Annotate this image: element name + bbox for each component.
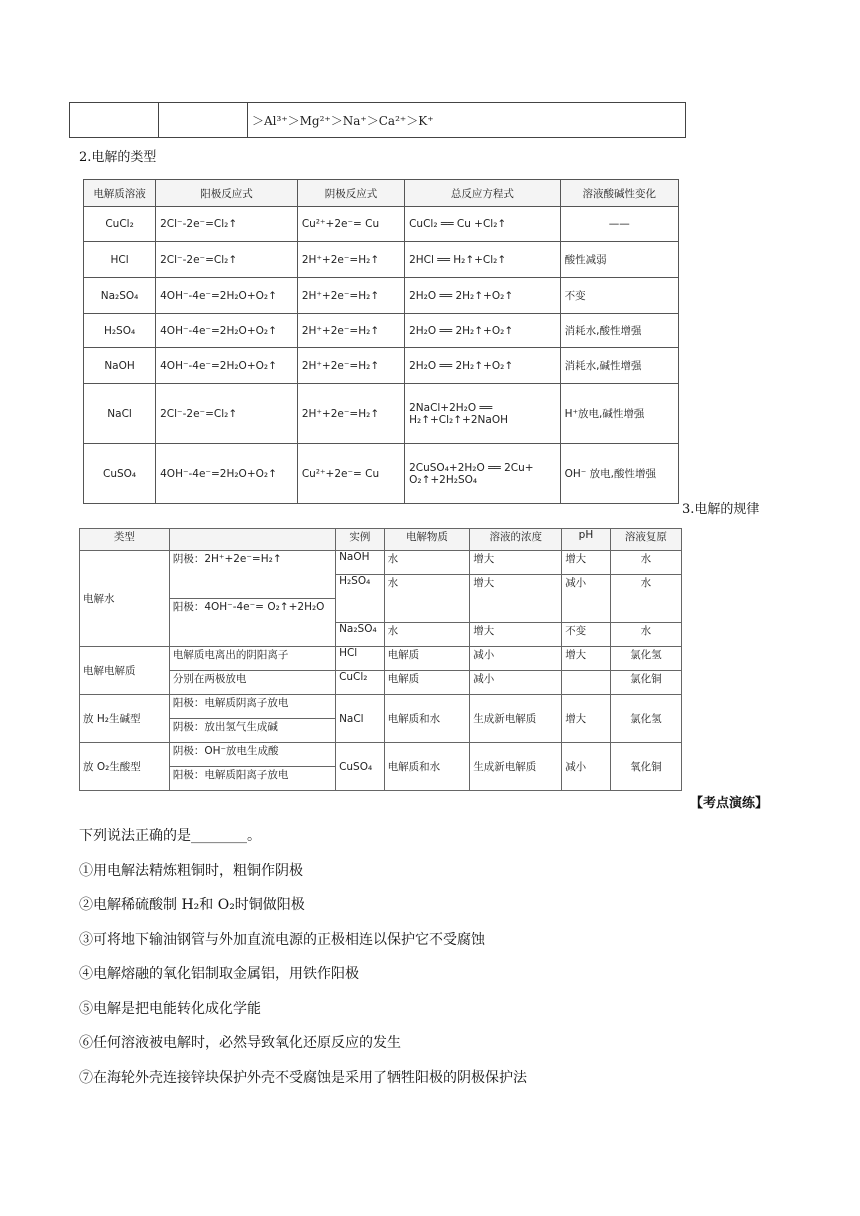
cell-anode: 4OH⁻-4e⁻=2H₂O+O₂↑ [156,348,298,384]
cell-example: H₂SO₄ [336,575,385,623]
cell-total: 2NaCl+2H₂O ══ H₂↑+Cl₂↑+2NaOH [405,384,561,444]
cell-substance: 电解质 [384,671,470,695]
table-row [84,242,679,278]
top-cell-2 [159,103,248,138]
cell-change: 不变 [560,278,678,314]
cell-example: CuCl₂ [336,671,385,695]
col-header-example: 实例 [336,529,385,551]
cell-anode: 2Cl⁻-2e⁻=Cl₂↑ [156,242,298,278]
type-water: 电解水 [80,551,170,647]
cell-total: 2H₂O ══ 2H₂↑+O₂↑ [405,314,561,348]
cell-anode: 4OH⁻-4e⁻=2H₂O+O₂↑ [156,444,298,504]
top-cell-1 [70,103,159,138]
cell-change: H⁺放电,碱性增强 [560,384,678,444]
col-header-restore: 溶液复原 [610,529,681,551]
table-row [84,384,679,444]
cell-concentration: 增大 [470,575,562,623]
cell-anode: 2Cl⁻-2e⁻=Cl₂↑ [156,207,298,242]
cell-restore: 氯化氢 [610,695,681,743]
exercise-heading: 【考点演练】 [690,796,769,811]
h2-desc-2: 阴极：放出氢气生成碱 [169,719,335,743]
water-cathode-eq: 阴极：2H⁺+2e⁻=H₂↑ [169,551,335,599]
cell-total: 2H₂O ══ 2H₂↑+O₂↑ [405,348,561,384]
cell-restore: 氯化氢 [610,647,681,671]
exercise-item-2: ②电解稀硫酸制 H₂和 O₂时铜做阳极 [79,897,305,913]
cell-ph: 不变 [562,623,611,647]
o2-desc-2: 阳极：电解质阳离子放电 [169,767,335,791]
cell-total: CuCl₂ ══ Cu +Cl₂↑ [405,207,561,242]
cell-concentration: 减小 [470,647,562,671]
cell-cathode: 2H⁺+2e⁻=H₂↑ [297,314,404,348]
cell-example: Na₂SO₄ [336,623,385,647]
cell-restore: 水 [610,623,681,647]
top-cell-ions: ＞Al³⁺＞Mg²⁺＞Na⁺＞Ca²⁺＞K⁺ [248,103,686,138]
col-header-total: 总反应方程式 [405,180,561,207]
exercise-item-3: ③可将地下输油钢管与外加直流电源的正极相连以保护它不受腐蚀 [79,932,485,948]
cell-substance: 水 [384,551,470,575]
cell-ph [562,671,611,695]
h2-desc-1: 阳极：电解质阴离子放电 [169,695,335,719]
table-row [84,278,679,314]
cell-example: NaCl [336,695,385,743]
cell-cathode: 2H⁺+2e⁻=H₂↑ [297,348,404,384]
cell-substance: 电解质和水 [384,695,470,743]
exercise-item-6: ⑥任何溶液被电解时，必然导致氧化还原反应的发生 [79,1035,401,1051]
cell-ph: 增大 [562,647,611,671]
col-header-cathode: 阴极反应式 [297,180,404,207]
cell-anode: 4OH⁻-4e⁻=2H₂O+O₂↑ [156,278,298,314]
cell-change: 消耗水,碱性增强 [560,348,678,384]
col-header-concentration: 溶液的浓度 [470,529,562,551]
exercise-item-1: ①用电解法精炼粗铜时，粗铜作阴极 [79,863,303,879]
col-header-solution: 电解质溶液 [84,180,156,207]
cell-restore: 水 [610,551,681,575]
cell-total: 2H₂O ══ 2H₂↑+O₂↑ [405,278,561,314]
cell-solution: HCl [84,242,156,278]
top-table-fragment [69,102,686,138]
cell-cathode: 2H⁺+2e⁻=H₂↑ [297,384,404,444]
exercise-item-5: ⑤电解是把电能转化成化学能 [79,1001,261,1017]
cell-ph: 减小 [562,575,611,623]
cell-concentration: 增大 [470,551,562,575]
cell-solution: CuSO₄ [84,444,156,504]
table-row [84,207,679,242]
exercise-question: 下列说法正确的是________。 [79,828,261,844]
cell-solution: CuCl₂ [84,207,156,242]
col-header-blank [169,529,335,551]
cell-example: HCl [336,647,385,671]
cell-anode: 2Cl⁻-2e⁻=Cl₂↑ [156,384,298,444]
cell-concentration: 生成新电解质 [470,743,562,791]
cell-change: OH⁻ 放电,酸性增强 [560,444,678,504]
cell-change: 消耗水,酸性增强 [560,314,678,348]
cell-cathode: Cu²⁺+2e⁻= Cu [297,207,404,242]
cell-restore: 水 [610,575,681,623]
col-header-anode: 阳极反应式 [156,180,298,207]
col-header-type: 类型 [80,529,170,551]
exercise-item-7: ⑦在海轮外壳连接锌块保护外壳不受腐蚀是采用了牺牲阳极的阴极保护法 [79,1070,527,1086]
cell-example: CuSO₄ [336,743,385,791]
table-row [84,348,679,384]
cell-substance: 电解质 [384,647,470,671]
type-h2-base: 放 H₂生碱型 [80,695,170,743]
cell-solution: H₂SO₄ [84,314,156,348]
cell-restore: 氯化铜 [610,671,681,695]
water-anode-eq: 阳极：4OH⁻-4e⁻= O₂↑+2H₂O [169,599,335,647]
cell-solution: NaCl [84,384,156,444]
cell-ph: 增大 [562,551,611,575]
cell-substance: 水 [384,575,470,623]
type-o2-acid: 放 O₂生酸型 [80,743,170,791]
cell-ph: 减小 [562,743,611,791]
cell-concentration: 减小 [470,671,562,695]
cell-example: NaOH [336,551,385,575]
cell-substance: 水 [384,623,470,647]
cell-solution: Na₂SO₄ [84,278,156,314]
o2-desc-1: 阴极：OH⁻放电生成酸 [169,743,335,767]
cell-concentration: 增大 [470,623,562,647]
cell-change: 酸性减弱 [560,242,678,278]
col-header-substance: 电解物质 [384,529,470,551]
col-header-change: 溶液酸碱性变化 [560,180,678,207]
cell-cathode: 2H⁺+2e⁻=H₂↑ [297,242,404,278]
col-header-ph: pH [562,529,611,551]
elec-desc-1: 电解质电离出的阴阳离子 [169,647,335,671]
cell-substance: 电解质和水 [384,743,470,791]
exercise-item-4: ④电解熔融的氧化铝制取金属铝，用铁作阳极 [79,966,359,982]
cell-concentration: 生成新电解质 [470,695,562,743]
table-row [84,314,679,348]
section-2-title: 2.电解的类型 [79,150,157,165]
cell-solution: NaOH [84,348,156,384]
cell-cathode: Cu²⁺+2e⁻= Cu [297,444,404,504]
section-3-title: 3.电解的规律 [682,502,760,517]
elec-desc-2: 分别在两极放电 [169,671,335,695]
cell-anode: 4OH⁻-4e⁻=2H₂O+O₂↑ [156,314,298,348]
electrolysis-types-table [83,179,679,504]
electrolysis-rules-table [79,528,682,791]
table-row [84,444,679,504]
cell-ph: 增大 [562,695,611,743]
cell-change: —— [560,207,678,242]
cell-total: 2CuSO₄+2H₂O ══ 2Cu+ O₂↑+2H₂SO₄ [405,444,561,504]
cell-total: 2HCl ══ H₂↑+Cl₂↑ [405,242,561,278]
cell-cathode: 2H⁺+2e⁻=H₂↑ [297,278,404,314]
type-electrolyte: 电解电解质 [80,647,170,695]
cell-restore: 氧化铜 [610,743,681,791]
